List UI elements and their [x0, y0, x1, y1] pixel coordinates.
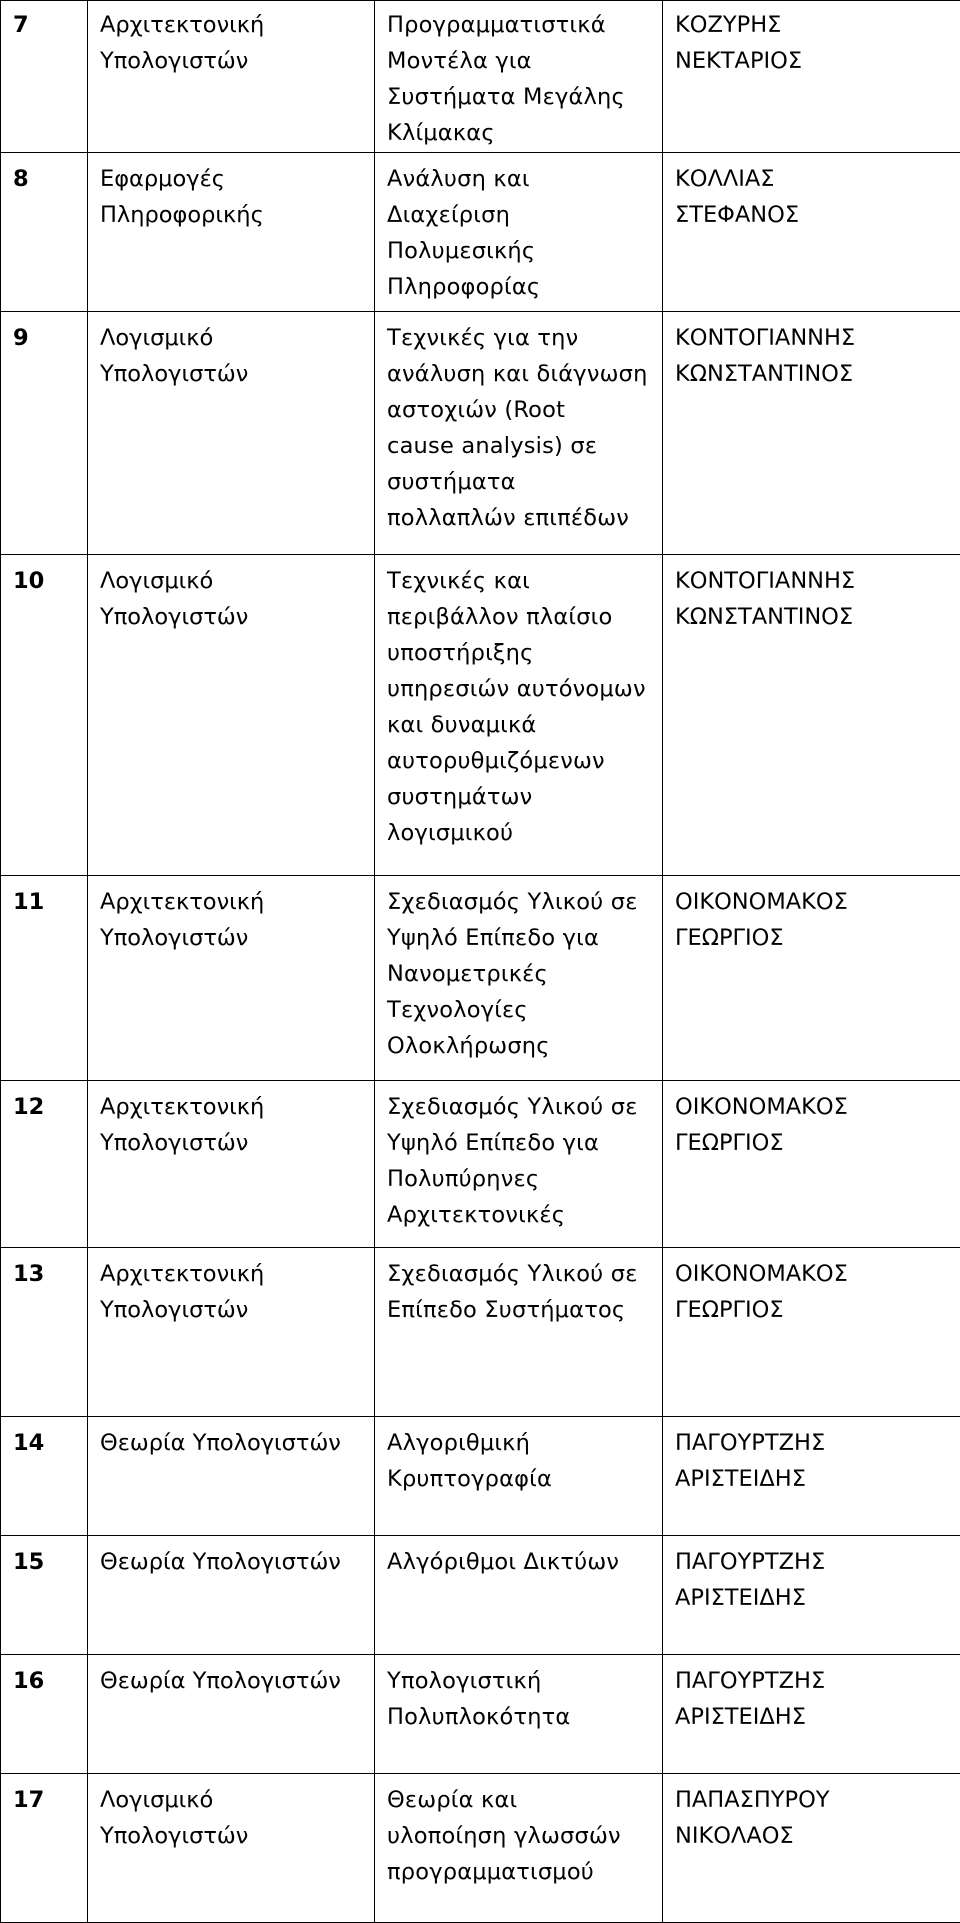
thesis-title-line: Πληροφορίας — [387, 269, 654, 305]
subject-area-line: Αρχιτεκτονική — [100, 1256, 366, 1292]
supervisor-line: ΑΡΙΣΤΕΙΔΗΣ — [675, 1580, 952, 1616]
table-row — [1, 1774, 960, 1923]
subject-area-line: Λογισμικό — [100, 320, 366, 356]
supervisor-line: ΓΕΩΡΓΙΟΣ — [675, 1292, 952, 1328]
thesis-title-line: και δυναμικά — [387, 707, 654, 743]
thesis-title-line: υλοποίηση γλωσσών — [387, 1818, 654, 1854]
thesis-title-line: Υψηλό Επίπεδο για — [387, 920, 654, 956]
thesis-title-line: Προγραμματιστικά — [387, 7, 654, 43]
thesis-title-cell — [375, 312, 663, 555]
subject-area-line: Αρχιτεκτονική — [100, 1089, 366, 1125]
thesis-title-cell — [375, 153, 663, 312]
row-number: 17 — [1, 1774, 88, 1923]
supervisor-line: ΝΙΚΟΛΑΟΣ — [675, 1818, 952, 1854]
row-number: 13 — [1, 1248, 88, 1417]
subject-area-cell — [88, 1655, 375, 1774]
row-number: 15 — [1, 1536, 88, 1655]
supervisor-line: ΑΡΙΣΤΕΙΔΗΣ — [675, 1699, 952, 1735]
supervisor-cell — [663, 153, 960, 312]
supervisor-cell — [663, 1, 960, 153]
row-number: 16 — [1, 1655, 88, 1774]
supervisor-line: ΚΟΝΤΟΓΙΑΝΝΗΣ — [675, 563, 952, 599]
thesis-title-line: Τεχνικές και — [387, 563, 654, 599]
row-number: 14 — [1, 1417, 88, 1536]
thesis-title-line: Επίπεδο Συστήματος — [387, 1292, 654, 1328]
thesis-title-line: Τεχνικές για την — [387, 320, 654, 356]
thesis-title-cell — [375, 1417, 663, 1536]
subject-area-line: Υπολογιστών — [100, 1125, 366, 1161]
thesis-title-line: Σχεδιασμός Υλικού σε — [387, 884, 654, 920]
subject-area-line: Υπολογιστών — [100, 1818, 366, 1854]
thesis-title-line: Σχεδιασμός Υλικού σε — [387, 1256, 654, 1292]
thesis-title-line: Διαχείριση — [387, 197, 654, 233]
supervisor-line: ΚΩΝΣΤΑΝΤΙΝΟΣ — [675, 599, 952, 635]
row-number: 8 — [1, 153, 88, 312]
subject-area-line: Υπολογιστών — [100, 599, 366, 635]
subject-area-cell — [88, 153, 375, 312]
subject-area-line: Υπολογιστών — [100, 356, 366, 392]
table-row — [1, 1081, 960, 1248]
supervisor-line: ΟΙΚΟΝΟΜΑΚΟΣ — [675, 884, 952, 920]
supervisor-cell — [663, 1536, 960, 1655]
subject-area-cell — [88, 876, 375, 1081]
table-row — [1, 312, 960, 555]
thesis-title-line: Ολοκλήρωσης — [387, 1028, 654, 1064]
table-row — [1, 1, 960, 153]
thesis-title-line: Θεωρία και — [387, 1782, 654, 1818]
thesis-title-line: ανάλυση και διάγνωση — [387, 356, 654, 392]
thesis-title-line: Μοντέλα για — [387, 43, 654, 79]
thesis-title-cell — [375, 1774, 663, 1923]
supervisor-cell — [663, 1081, 960, 1248]
table-row — [1, 1655, 960, 1774]
row-number: 7 — [1, 1, 88, 153]
thesis-title-line: Πολυμεσικής — [387, 233, 654, 269]
supervisor-cell — [663, 1417, 960, 1536]
table-row — [1, 153, 960, 312]
thesis-title-line: Κρυπτογραφία — [387, 1461, 654, 1497]
subject-area-cell — [88, 1, 375, 153]
subject-area-line: Λογισμικό — [100, 563, 366, 599]
thesis-title-line: Πολυπλοκότητα — [387, 1699, 654, 1735]
subject-area-line: Υπολογιστών — [100, 920, 366, 956]
supervisor-line: ΚΟΝΤΟΓΙΑΝΝΗΣ — [675, 320, 952, 356]
supervisor-cell — [663, 1774, 960, 1923]
subject-area-line: Εφαρμογές — [100, 161, 366, 197]
thesis-title-line: Υπολογιστική — [387, 1663, 654, 1699]
subject-area-line: Λογισμικό — [100, 1782, 366, 1818]
subject-area-cell — [88, 312, 375, 555]
table-row — [1, 1248, 960, 1417]
thesis-title-line: πολλαπλών επιπέδων — [387, 500, 654, 536]
thesis-title-cell — [375, 1536, 663, 1655]
supervisor-line: ΚΩΝΣΤΑΝΤΙΝΟΣ — [675, 356, 952, 392]
thesis-title-line: Πολυπύρηνες — [387, 1161, 654, 1197]
thesis-title-line: Τεχνολογίες — [387, 992, 654, 1028]
supervisor-line: ΠΑΓΟΥΡΤΖΗΣ — [675, 1663, 952, 1699]
subject-area-line: Αρχιτεκτονική — [100, 7, 366, 43]
topics-table-body — [1, 1, 960, 1923]
subject-area-cell — [88, 1774, 375, 1923]
thesis-title-line: προγραμματισμού — [387, 1854, 654, 1890]
supervisor-line: ΟΙΚΟΝΟΜΑΚΟΣ — [675, 1089, 952, 1125]
supervisor-line: ΑΡΙΣΤΕΙΔΗΣ — [675, 1461, 952, 1497]
thesis-title-cell — [375, 876, 663, 1081]
supervisor-line: ΟΙΚΟΝΟΜΑΚΟΣ — [675, 1256, 952, 1292]
supervisor-line: ΣΤΕΦΑΝΟΣ — [675, 197, 952, 233]
row-number: 10 — [1, 555, 88, 876]
supervisor-cell — [663, 1655, 960, 1774]
supervisor-cell — [663, 1248, 960, 1417]
table-row — [1, 876, 960, 1081]
thesis-title-cell — [375, 1655, 663, 1774]
thesis-title-line: Υψηλό Επίπεδο για — [387, 1125, 654, 1161]
subject-area-cell — [88, 1248, 375, 1417]
thesis-title-cell — [375, 1248, 663, 1417]
thesis-title-line: περιβάλλον πλαίσιο — [387, 599, 654, 635]
thesis-title-line: αστοχιών (Root — [387, 392, 654, 428]
subject-area-line: Θεωρία Υπολογιστών — [100, 1663, 366, 1699]
thesis-title-cell — [375, 1081, 663, 1248]
row-number: 11 — [1, 876, 88, 1081]
table-row — [1, 555, 960, 876]
supervisor-line: ΓΕΩΡΓΙΟΣ — [675, 1125, 952, 1161]
supervisor-cell — [663, 312, 960, 555]
supervisor-line: ΚΟΖΥΡΗΣ — [675, 7, 952, 43]
thesis-title-cell — [375, 555, 663, 876]
supervisor-cell — [663, 555, 960, 876]
subject-area-line: Υπολογιστών — [100, 1292, 366, 1328]
thesis-title-line: συστήματα — [387, 464, 654, 500]
thesis-title-line: cause analysis) σε — [387, 428, 654, 464]
thesis-title-line: συστημάτων — [387, 779, 654, 815]
subject-area-line: Θεωρία Υπολογιστών — [100, 1425, 366, 1461]
thesis-title-line: λογισμικού — [387, 815, 654, 851]
thesis-title-line: αυτορυθμιζόμενων — [387, 743, 654, 779]
thesis-title-line: υποστήριξης — [387, 635, 654, 671]
subject-area-cell — [88, 555, 375, 876]
supervisor-line: ΚΟΛΛΙΑΣ — [675, 161, 952, 197]
subject-area-cell — [88, 1417, 375, 1536]
supervisor-line: ΝΕΚΤΑΡΙΟΣ — [675, 43, 952, 79]
thesis-title-line: Αλγόριθμοι Δικτύων — [387, 1544, 654, 1580]
table-row — [1, 1417, 960, 1536]
thesis-title-line: υπηρεσιών αυτόνομων — [387, 671, 654, 707]
thesis-title-line: Σχεδιασμός Υλικού σε — [387, 1089, 654, 1125]
supervisor-line: ΓΕΩΡΓΙΟΣ — [675, 920, 952, 956]
thesis-title-line: Νανομετρικές — [387, 956, 654, 992]
supervisor-line: ΠΑΓΟΥΡΤΖΗΣ — [675, 1425, 952, 1461]
thesis-title-cell — [375, 1, 663, 153]
thesis-title-line: Συστήματα Μεγάλης — [387, 79, 654, 115]
supervisor-line: ΠΑΓΟΥΡΤΖΗΣ — [675, 1544, 952, 1580]
row-number: 9 — [1, 312, 88, 555]
subject-area-line: Υπολογιστών — [100, 43, 366, 79]
table-row — [1, 1536, 960, 1655]
subject-area-line: Πληροφορικής — [100, 197, 366, 233]
supervisor-cell — [663, 876, 960, 1081]
subject-area-cell — [88, 1536, 375, 1655]
subject-area-line: Θεωρία Υπολογιστών — [100, 1544, 366, 1580]
thesis-title-line: Κλίμακας — [387, 115, 654, 151]
thesis-title-line: Ανάλυση και — [387, 161, 654, 197]
subject-area-line: Αρχιτεκτονική — [100, 884, 366, 920]
supervisor-line: ΠΑΠΑΣΠΥΡΟΥ — [675, 1782, 952, 1818]
thesis-title-line: Αλγοριθμική — [387, 1425, 654, 1461]
subject-area-cell — [88, 1081, 375, 1248]
thesis-title-line: Αρχιτεκτονικές — [387, 1197, 654, 1233]
row-number: 12 — [1, 1081, 88, 1248]
